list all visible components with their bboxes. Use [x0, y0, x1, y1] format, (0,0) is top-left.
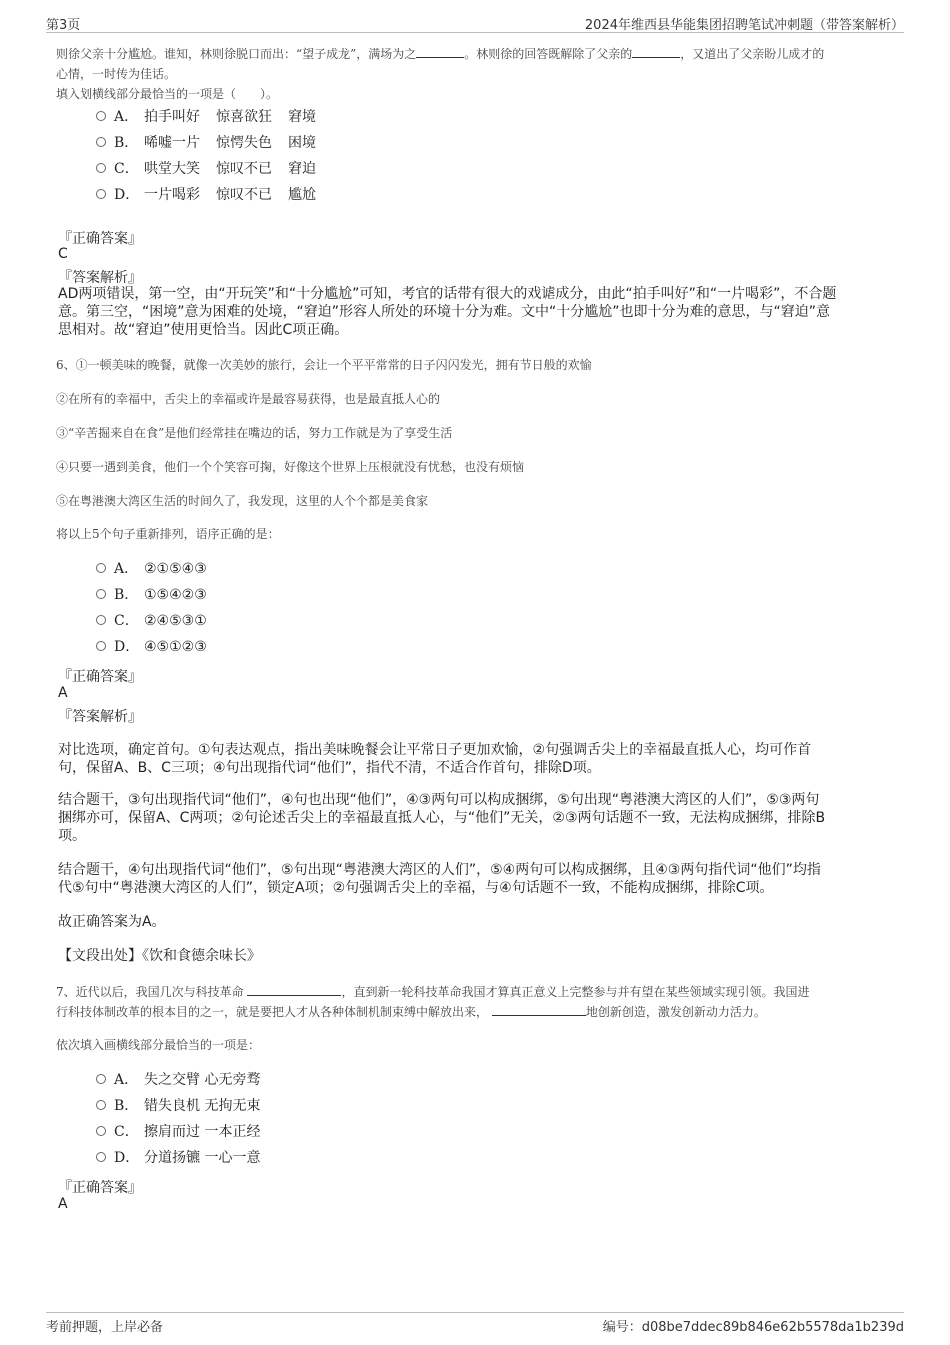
- q5-option-c[interactable]: [96, 160, 316, 178]
- option-text: ②①⑤④③: [144, 561, 207, 577]
- option-letter: B．: [114, 1098, 139, 1114]
- q7-stem-part-c: 行科技体制改革的根本目的之一，就是要把人才从各种体制机制束缚中解放出来，: [56, 1005, 489, 1019]
- q6-analysis-p2-line-3: 项。: [58, 828, 86, 844]
- q5-analysis-line-3: 思相对。故“窘迫”使用更恰当。因此C项正确。: [58, 322, 349, 338]
- option-word-3: 窘境: [288, 109, 316, 125]
- radio-icon[interactable]: [96, 137, 106, 147]
- q5-answer: C: [58, 246, 68, 262]
- option-word-2: 惊愕失色: [216, 135, 272, 151]
- option-word-1: 哄堂大笑: [144, 161, 200, 177]
- q7-stem-part-b: ，直到新一轮科技革命我国才算真正意义上完整参与并有望在某些领域实现引领。我国进: [341, 985, 810, 999]
- option-text: 失之交臂 心无旁骛: [144, 1072, 261, 1088]
- option-word-2: 惊喜欲狂: [216, 109, 272, 125]
- option-letter: A．: [114, 109, 139, 125]
- q5-instruction: 填入划横线部分最恰当的一项是（ ）。: [56, 87, 279, 101]
- blank-2: [492, 1003, 586, 1016]
- q7-stem-part-d: 地创新创造，激发创新动力活力。: [585, 1005, 766, 1019]
- option-word-1: 拍手叫好: [144, 109, 200, 125]
- option-letter: B．: [114, 587, 139, 603]
- radio-icon[interactable]: [96, 1074, 106, 1084]
- option-word-3: 窘迫: [288, 161, 316, 177]
- blank-1: [247, 983, 341, 996]
- q6-analysis-p3-line-2: 代⑤句中“粤港澳大湾区的人们”，锁定A项；②句强调舌尖上的幸福，与④句话题不一致，不能构成捆绑，排除C项。: [58, 880, 774, 896]
- radio-icon[interactable]: [96, 1100, 106, 1110]
- option-text: ②④⑤③①: [144, 613, 207, 629]
- option-word-3: 困境: [288, 135, 316, 151]
- option-text: 分道扬镳 一心一意: [144, 1150, 261, 1166]
- q5-option-b[interactable]: [96, 134, 316, 152]
- footer-slogan: 考前押题，上岸必备: [46, 1320, 164, 1335]
- option-letter: A．: [114, 1072, 139, 1088]
- radio-icon[interactable]: [96, 111, 106, 121]
- option-text: ④⑤①②③: [144, 639, 207, 655]
- q5-answer-label: 『正确答案』: [58, 231, 142, 247]
- source-label: 【文段出处】: [58, 948, 142, 964]
- q6-analysis-p1-line-1: 对比选项，确定首句。①句表达观点，指出美味晚餐会让平常日子更加欢愉，②句强调舌尖上的幸福最直抵人心，均可作首: [58, 742, 812, 758]
- q6-source: [58, 948, 261, 965]
- q7-stem-line2: [56, 1003, 766, 1021]
- q6-sentence-2: ②在所有的幸福中，舌尖上的幸福或许是最容易获得，也是最直抵人心的: [56, 392, 441, 406]
- q6-analysis-p1-line-2: 句，保留A、B、C三项；④句出现指代词“他们”，指代不清，不适合作首句，排除D项。: [58, 760, 601, 776]
- q7-answer: A: [58, 1196, 68, 1212]
- option-letter: C．: [114, 1124, 139, 1140]
- option-word-3: 尴尬: [288, 187, 316, 203]
- q5-analysis-line-2: 意。第三空，“困境”意为困难的处境，“窘迫”形容人所处的环境十分为难。文中“十分尴尬”也即十分为难的意思，与“窘迫”意: [58, 304, 831, 320]
- option-letter: D．: [114, 639, 140, 655]
- q5-stem-part-b: 。林则徐的回答既解除了父亲的: [464, 47, 633, 61]
- q5-stem-part-a: 则徐父亲十分尴尬。谁知，林则徐脱口而出：“望子成龙”，满场为之: [56, 47, 417, 61]
- option-letter: D．: [114, 187, 140, 203]
- q6-analysis-p2-line-2: 捆绑亦可，保留A、C两项；②句论述舌尖上的幸福最直抵人心，与“他们”无关，②③两句话题不一致，无法构成捆绑，排除B: [58, 810, 826, 826]
- q5-stem-line2: 心情，一时传为佳话。: [56, 67, 177, 81]
- q6-option-a[interactable]: [96, 560, 207, 578]
- option-text: 错失良机 无拘无束: [144, 1098, 261, 1114]
- option-text: ①⑤④②③: [144, 587, 207, 603]
- q5-option-a[interactable]: [96, 108, 316, 126]
- page-number: 第3页: [46, 18, 81, 33]
- q5-stem-line1: [56, 45, 906, 63]
- option-word-1: 唏嘘一片: [144, 135, 200, 151]
- q6-analysis-p3-line-1: 结合题干，④句出现指代词“他们”，⑤句出现“粤港澳大湾区的人们”，⑤④两句可以构成捆绑，且④③两句指代词“他们”均指: [58, 862, 821, 878]
- q6-sentence-3: ③“辛苦掘来自在食”是他们经常挂在嘴边的话，努力工作就是为了享受生活: [56, 426, 453, 440]
- option-letter: B．: [114, 135, 139, 151]
- q6-option-c[interactable]: [96, 612, 207, 630]
- q5-analysis-label: 『答案解析』: [58, 270, 142, 286]
- q7-stem-line1: [56, 983, 809, 1001]
- q6-instruction: 将以上5个句子重新排列，语序正确的是：: [56, 527, 280, 541]
- radio-icon[interactable]: [96, 589, 106, 599]
- q6-option-b[interactable]: [96, 586, 207, 604]
- document-title: 2024年维西县华能集团招聘笔试冲刺题（带答案解析）: [584, 18, 904, 33]
- q6-option-d[interactable]: [96, 638, 207, 656]
- option-word-2: 惊叹不已: [216, 161, 272, 177]
- option-letter: D．: [114, 1150, 140, 1166]
- radio-icon[interactable]: [96, 163, 106, 173]
- q5-option-d[interactable]: [96, 186, 316, 204]
- q6-sentence-5: ⑤在粤港澳大湾区生活的时间久了，我发现，这里的人个个都是美食家: [56, 494, 429, 508]
- document-id: 编号：d08be7ddec89b846e62b5578da1b239d: [602, 1320, 904, 1335]
- q6-sentence-1: 6、①一顿美味的晚餐，就像一次美妙的旅行，会让一个平平常常的日子闪闪发光，拥有节日般的欢愉: [56, 358, 592, 372]
- q6-answer: A: [58, 685, 68, 701]
- q7-stem-part-a: 7、近代以后，我国几次与科技革命: [56, 985, 244, 999]
- blank-2: [632, 45, 680, 58]
- q7-option-a[interactable]: [96, 1071, 260, 1089]
- source-title: 《饮和食德余味长》: [142, 948, 261, 964]
- q7-answer-label: 『正确答案』: [58, 1180, 142, 1196]
- radio-icon[interactable]: [96, 563, 106, 573]
- option-word-1: 一片喝彩: [144, 187, 200, 203]
- page-footer: [46, 1312, 904, 1337]
- radio-icon[interactable]: [96, 1126, 106, 1136]
- option-word-2: 惊叹不已: [216, 187, 272, 203]
- radio-icon[interactable]: [96, 189, 106, 199]
- q7-instruction: 依次填入画横线部分最恰当的一项是：: [56, 1038, 261, 1052]
- page-header: [46, 10, 904, 33]
- option-text: 擦肩而过 一本正经: [144, 1124, 261, 1140]
- option-letter: A．: [114, 561, 139, 577]
- q5-analysis-line-1: AD两项错误，第一空，由“开玩笑”和“十分尴尬”可知，考官的话带有很大的戏谑成分，由此“拍手叫好”和“一片喝彩”，不合题: [58, 286, 837, 302]
- radio-icon[interactable]: [96, 1152, 106, 1162]
- q7-option-d[interactable]: [96, 1149, 260, 1167]
- radio-icon[interactable]: [96, 615, 106, 625]
- q7-option-c[interactable]: [96, 1123, 260, 1141]
- q6-analysis-p2-line-1: 结合题干，③句出现指代词“他们”，④句也出现“他们”，④③两句可以构成捆绑，⑤句出现“粤港澳大湾区的人们”，⑤③两句: [58, 792, 820, 808]
- option-letter: C．: [114, 161, 139, 177]
- q6-conclusion: 故正确答案为A。: [58, 914, 166, 930]
- q6-answer-label: 『正确答案』: [58, 669, 142, 685]
- q6-sentence-4: ④只要一遇到美食，他们一个个笑容可掬，好像这个世界上压根就没有忧愁，也没有烦恼: [56, 460, 525, 474]
- q5-stem-part-c: ，又道出了父亲盼儿成才的: [680, 47, 825, 61]
- blank-1: [416, 45, 464, 58]
- q6-analysis-label: 『答案解析』: [58, 709, 142, 725]
- q7-option-b[interactable]: [96, 1097, 260, 1115]
- radio-icon[interactable]: [96, 641, 106, 651]
- option-letter: C．: [114, 613, 139, 629]
